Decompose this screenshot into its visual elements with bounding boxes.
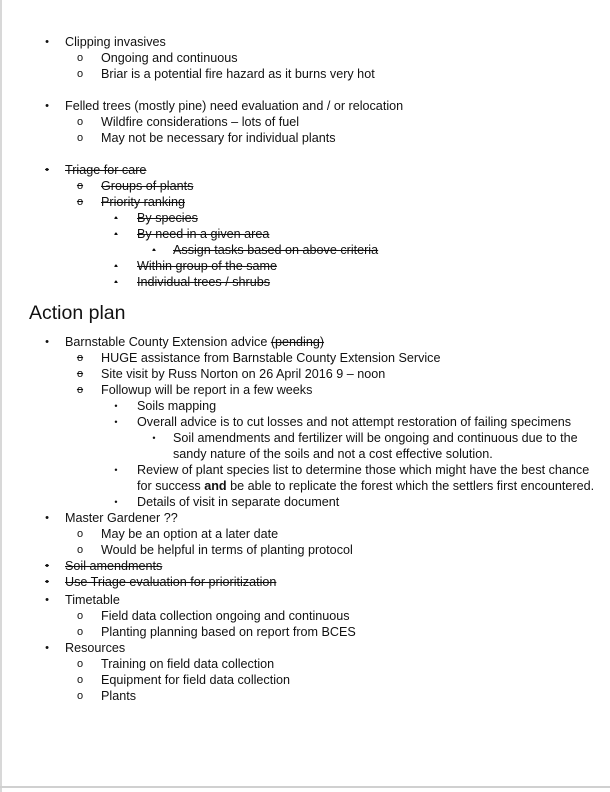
hollow-bullet-icon: o bbox=[76, 52, 84, 64]
bullet-icon: • bbox=[114, 497, 118, 507]
hollow-bullet-icon: o bbox=[76, 196, 84, 208]
list-item-text: May not be necessary for individual plants bbox=[101, 131, 336, 145]
bullet-icon: • bbox=[114, 213, 118, 223]
list-item-text: Assign tasks based on above criteria bbox=[173, 243, 379, 257]
list-item-text: sandy nature of the soils and not a cost effective solution. bbox=[173, 447, 493, 461]
list-item-text: Priority ranking bbox=[101, 195, 185, 209]
list-item-text: By species bbox=[137, 211, 198, 225]
scan-edge-bottom bbox=[0, 786, 610, 788]
list-item-text: Plants bbox=[101, 689, 137, 703]
hollow-bullet-icon: o bbox=[76, 352, 84, 364]
hollow-bullet-icon: o bbox=[76, 674, 84, 686]
list-item-text: Individual trees / shrubs bbox=[137, 275, 271, 289]
hollow-bullet-icon: o bbox=[76, 528, 84, 540]
bullet-icon: • bbox=[152, 433, 156, 443]
hollow-bullet-icon: o bbox=[76, 658, 84, 670]
list-item-text: Followup will be report in a few weeks bbox=[101, 383, 313, 397]
bullet-icon: • bbox=[114, 277, 118, 287]
list-item-text: Soil amendments and fertilizer will be ongoing and continuous due to the bbox=[173, 431, 578, 445]
list-item-text: Wildfire considerations – lots of fuel bbox=[101, 115, 300, 129]
hollow-bullet-icon: o bbox=[76, 690, 84, 702]
hollow-bullet-icon: o bbox=[76, 626, 84, 638]
bullet-icon: • bbox=[114, 465, 118, 475]
bullet-icon: • bbox=[114, 261, 118, 271]
list-item-text: Within group of the same bbox=[137, 259, 278, 273]
struck-status: (pending) bbox=[270, 335, 325, 349]
list-item-text: Triage for care bbox=[65, 163, 147, 177]
hollow-bullet-icon: o bbox=[76, 68, 84, 80]
list-item-text: Soil amendments bbox=[65, 559, 163, 573]
list-item-text: Briar is a potential fire hazard as it burns very hot bbox=[101, 67, 375, 81]
bullet-icon: • bbox=[45, 576, 49, 588]
bold-word: and bbox=[204, 479, 227, 493]
section-heading: Action plan bbox=[29, 302, 126, 324]
bullet-icon: • bbox=[45, 594, 49, 606]
list-item-text: Overall advice is to cut losses and not attempt restoration of failing specimens bbox=[137, 415, 571, 429]
list-item-text: Use Triage evaluation for prioritization bbox=[65, 575, 277, 589]
list-item-text: Details of visit in separate document bbox=[137, 495, 340, 509]
list-item-text: Review of plant species list to determine those which might have the best chance bbox=[137, 463, 590, 477]
list-item-text: Timetable bbox=[65, 593, 120, 607]
bullet-icon: • bbox=[152, 245, 156, 255]
hollow-bullet-icon: o bbox=[76, 544, 84, 556]
list-item-text: HUGE assistance from Barnstable County Extension Service bbox=[101, 351, 441, 365]
hollow-bullet-icon: o bbox=[76, 116, 84, 128]
bullet-icon: • bbox=[45, 36, 49, 48]
list-item-text: Planting planning based on report from BCES bbox=[101, 625, 356, 639]
bullet-icon: • bbox=[45, 100, 49, 112]
list-item-text: Felled trees (mostly pine) need evaluation and / or relocation bbox=[65, 99, 404, 113]
hollow-bullet-icon: o bbox=[76, 368, 84, 380]
bullet-icon: • bbox=[45, 512, 49, 524]
list-item-text: Groups of plants bbox=[101, 179, 194, 193]
list-item-text: Resources bbox=[65, 641, 126, 655]
list-item-text: Ongoing and continuous bbox=[101, 51, 238, 65]
bullet-icon: • bbox=[45, 164, 49, 176]
hollow-bullet-icon: o bbox=[76, 610, 84, 622]
list-item-text: By need in a given area bbox=[137, 227, 270, 241]
hollow-bullet-icon: o bbox=[76, 180, 84, 192]
list-item-text: Clipping invasives bbox=[65, 35, 166, 49]
list-item-text: May be an option at a later date bbox=[101, 527, 279, 541]
list-item-text: for success and be able to replicate the forest which the settlers first encountered. bbox=[137, 479, 595, 493]
bullet-icon: • bbox=[45, 560, 49, 572]
hollow-bullet-icon: o bbox=[76, 132, 84, 144]
list-item-text: Equipment for field data collection bbox=[101, 673, 291, 687]
list-item-text: Barnstable County Extension advice (pending) bbox=[65, 335, 325, 349]
list-item-text: Field data collection ongoing and continuous bbox=[101, 609, 350, 623]
list-item-text: Soils mapping bbox=[137, 399, 217, 413]
hollow-bullet-icon: o bbox=[76, 384, 84, 396]
list-item-text: Would be helpful in terms of planting protocol bbox=[101, 543, 353, 557]
bullet-icon: • bbox=[45, 642, 49, 654]
bullet-icon: • bbox=[114, 417, 118, 427]
list-item-text: Training on field data collection bbox=[101, 657, 275, 671]
list-item-text: Master Gardener ?? bbox=[65, 511, 178, 525]
bullet-icon: • bbox=[114, 229, 118, 239]
bullet-icon: • bbox=[45, 336, 49, 348]
scan-edge-left bbox=[0, 0, 2, 792]
bullet-icon: • bbox=[114, 401, 118, 411]
list-item-text: Site visit by Russ Norton on 26 April 2016 9 – noon bbox=[101, 367, 386, 381]
